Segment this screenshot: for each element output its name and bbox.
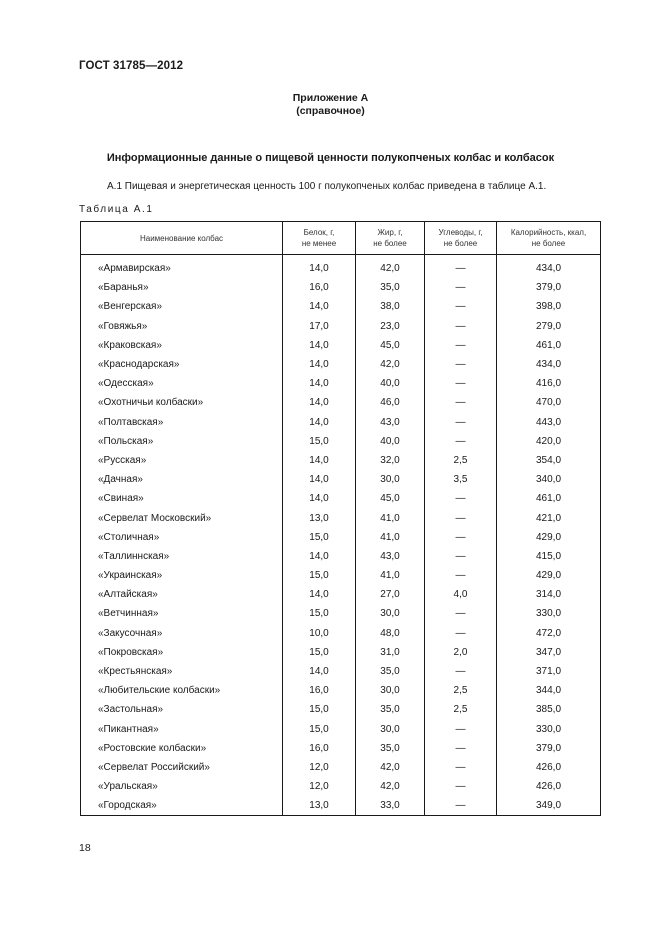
table-row bbox=[81, 470, 601, 489]
cell-calories: 347,0 bbox=[497, 643, 601, 662]
cell-protein: 14,0 bbox=[283, 662, 356, 681]
cell-protein: 14,0 bbox=[283, 489, 356, 508]
cell-name: «Говяжья» bbox=[81, 317, 283, 336]
cell-carbs: — bbox=[425, 758, 497, 777]
cell-calories: 330,0 bbox=[497, 604, 601, 623]
cell-calories: 461,0 bbox=[497, 489, 601, 508]
header-protein bbox=[283, 222, 356, 255]
cell-calories: 426,0 bbox=[497, 758, 601, 777]
cell-name: «Сервелат Московский» bbox=[81, 508, 283, 527]
cell-calories: 371,0 bbox=[497, 662, 601, 681]
cell-carbs: — bbox=[425, 604, 497, 623]
cell-protein: 14,0 bbox=[283, 393, 356, 412]
table-row bbox=[81, 432, 601, 451]
cell-calories: 279,0 bbox=[497, 317, 601, 336]
appendix-heading bbox=[0, 92, 661, 118]
header-calories-line2: не более bbox=[531, 239, 566, 248]
cell-carbs: 3,5 bbox=[425, 470, 497, 489]
cell-name: «Городская» bbox=[81, 796, 283, 816]
cell-name: «Баранья» bbox=[81, 278, 283, 297]
cell-fat: 30,0 bbox=[356, 470, 425, 489]
table-row bbox=[81, 528, 601, 547]
table-row bbox=[81, 700, 601, 719]
table-row bbox=[81, 720, 601, 739]
header-carbs-line1: Углеводы, г, bbox=[438, 228, 483, 237]
cell-protein: 14,0 bbox=[283, 470, 356, 489]
cell-carbs: — bbox=[425, 624, 497, 643]
cell-name: «Краковская» bbox=[81, 336, 283, 355]
table-row bbox=[81, 355, 601, 374]
cell-protein: 14,0 bbox=[283, 547, 356, 566]
cell-protein: 15,0 bbox=[283, 700, 356, 719]
table-row bbox=[81, 796, 601, 816]
cell-carbs: — bbox=[425, 547, 497, 566]
cell-carbs: — bbox=[425, 259, 497, 278]
cell-carbs: — bbox=[425, 489, 497, 508]
cell-calories: 349,0 bbox=[497, 796, 601, 816]
cell-name: «Таллиннская» bbox=[81, 547, 283, 566]
cell-fat: 32,0 bbox=[356, 451, 425, 470]
cell-fat: 30,0 bbox=[356, 720, 425, 739]
cell-name: «Уральская» bbox=[81, 777, 283, 796]
cell-name: «Русская» bbox=[81, 451, 283, 470]
cell-carbs: — bbox=[425, 528, 497, 547]
cell-carbs: — bbox=[425, 508, 497, 527]
cell-calories: 379,0 bbox=[497, 739, 601, 758]
cell-name: «Крестьянская» bbox=[81, 662, 283, 681]
cell-protein: 14,0 bbox=[283, 355, 356, 374]
cell-name: «Застольная» bbox=[81, 700, 283, 719]
table-row bbox=[81, 413, 601, 432]
cell-name: «Одесская» bbox=[81, 374, 283, 393]
cell-carbs: — bbox=[425, 777, 497, 796]
cell-fat: 42,0 bbox=[356, 758, 425, 777]
header-protein-line2: не менее bbox=[301, 239, 337, 248]
table-row bbox=[81, 259, 601, 278]
cell-protein: 14,0 bbox=[283, 297, 356, 316]
cell-name: «Краснодарская» bbox=[81, 355, 283, 374]
cell-name: «Любительские колбаски» bbox=[81, 681, 283, 700]
cell-calories: 429,0 bbox=[497, 528, 601, 547]
cell-carbs: — bbox=[425, 432, 497, 451]
table-row bbox=[81, 374, 601, 393]
cell-fat: 35,0 bbox=[356, 739, 425, 758]
cell-carbs: 2,5 bbox=[425, 681, 497, 700]
table-header-row bbox=[81, 222, 601, 255]
intro-paragraph: А.1 Пищевая и энергетическая ценность 100 г полукопченых колбас приведена в таблице А.1. bbox=[107, 181, 547, 192]
cell-fat: 35,0 bbox=[356, 278, 425, 297]
cell-fat: 41,0 bbox=[356, 528, 425, 547]
cell-fat: 23,0 bbox=[356, 317, 425, 336]
table-row bbox=[81, 585, 601, 604]
cell-fat: 38,0 bbox=[356, 297, 425, 316]
table-body bbox=[81, 255, 601, 816]
cell-calories: 385,0 bbox=[497, 700, 601, 719]
cell-name: «Алтайская» bbox=[81, 585, 283, 604]
header-protein-line1: Белок, г, bbox=[303, 228, 335, 237]
cell-fat: 31,0 bbox=[356, 643, 425, 662]
cell-calories: 420,0 bbox=[497, 432, 601, 451]
cell-fat: 30,0 bbox=[356, 681, 425, 700]
cell-calories: 472,0 bbox=[497, 624, 601, 643]
cell-name: «Покровская» bbox=[81, 643, 283, 662]
table-row bbox=[81, 297, 601, 316]
cell-carbs: — bbox=[425, 796, 497, 816]
header-calories-line1: Калорийность, ккал, bbox=[510, 228, 587, 237]
cell-protein: 14,0 bbox=[283, 374, 356, 393]
header-name bbox=[81, 222, 283, 255]
cell-protein: 13,0 bbox=[283, 508, 356, 527]
cell-fat: 33,0 bbox=[356, 796, 425, 816]
appendix-title: Приложение А bbox=[292, 92, 369, 104]
cell-protein: 13,0 bbox=[283, 796, 356, 816]
cell-fat: 42,0 bbox=[356, 259, 425, 278]
cell-protein: 12,0 bbox=[283, 758, 356, 777]
cell-carbs: 2,5 bbox=[425, 451, 497, 470]
cell-protein: 14,0 bbox=[283, 585, 356, 604]
cell-carbs: — bbox=[425, 374, 497, 393]
cell-calories: 434,0 bbox=[497, 355, 601, 374]
cell-calories: 330,0 bbox=[497, 720, 601, 739]
cell-calories: 379,0 bbox=[497, 278, 601, 297]
cell-protein: 14,0 bbox=[283, 451, 356, 470]
cell-protein: 15,0 bbox=[283, 528, 356, 547]
cell-carbs: — bbox=[425, 393, 497, 412]
page-number: 18 bbox=[79, 842, 91, 854]
table-row bbox=[81, 336, 601, 355]
cell-name: «Польская» bbox=[81, 432, 283, 451]
cell-fat: 48,0 bbox=[356, 624, 425, 643]
cell-name: «Сервелат Российский» bbox=[81, 758, 283, 777]
cell-fat: 42,0 bbox=[356, 777, 425, 796]
cell-calories: 426,0 bbox=[497, 777, 601, 796]
table-row bbox=[81, 317, 601, 336]
cell-fat: 45,0 bbox=[356, 336, 425, 355]
cell-protein: 16,0 bbox=[283, 278, 356, 297]
cell-calories: 470,0 bbox=[497, 393, 601, 412]
cell-name: «Полтавская» bbox=[81, 413, 283, 432]
cell-calories: 398,0 bbox=[497, 297, 601, 316]
cell-carbs: — bbox=[425, 297, 497, 316]
cell-carbs: 2,5 bbox=[425, 700, 497, 719]
table-row bbox=[81, 278, 601, 297]
cell-calories: 415,0 bbox=[497, 547, 601, 566]
table-row bbox=[81, 566, 601, 585]
cell-name: «Ростовские колбаски» bbox=[81, 739, 283, 758]
cell-protein: 16,0 bbox=[283, 739, 356, 758]
cell-carbs: — bbox=[425, 739, 497, 758]
cell-protein: 16,0 bbox=[283, 681, 356, 700]
cell-name: «Свиная» bbox=[81, 489, 283, 508]
cell-name: «Столичная» bbox=[81, 528, 283, 547]
cell-fat: 35,0 bbox=[356, 662, 425, 681]
table-row bbox=[81, 662, 601, 681]
cell-protein: 10,0 bbox=[283, 624, 356, 643]
header-fat-line2: не более bbox=[373, 239, 407, 248]
cell-protein: 15,0 bbox=[283, 604, 356, 623]
cell-calories: 429,0 bbox=[497, 566, 601, 585]
cell-calories: 314,0 bbox=[497, 585, 601, 604]
cell-fat: 27,0 bbox=[356, 585, 425, 604]
cell-calories: 434,0 bbox=[497, 259, 601, 278]
cell-protein: 14,0 bbox=[283, 413, 356, 432]
cell-name: «Пикантная» bbox=[81, 720, 283, 739]
cell-carbs: — bbox=[425, 278, 497, 297]
cell-fat: 30,0 bbox=[356, 604, 425, 623]
cell-calories: 416,0 bbox=[497, 374, 601, 393]
table-row bbox=[81, 681, 601, 700]
cell-fat: 41,0 bbox=[356, 508, 425, 527]
cell-calories: 443,0 bbox=[497, 413, 601, 432]
cell-protein: 17,0 bbox=[283, 317, 356, 336]
table-caption: Таблица А.1 bbox=[79, 204, 154, 215]
cell-name: «Ветчинная» bbox=[81, 604, 283, 623]
table-row bbox=[81, 489, 601, 508]
section-title: Информационные данные о пищевой ценности полукопченых колбас и колбасок bbox=[106, 152, 555, 164]
cell-carbs: — bbox=[425, 413, 497, 432]
cell-calories: 461,0 bbox=[497, 336, 601, 355]
cell-fat: 46,0 bbox=[356, 393, 425, 412]
table-row bbox=[81, 508, 601, 527]
cell-calories: 421,0 bbox=[497, 508, 601, 527]
cell-fat: 35,0 bbox=[356, 700, 425, 719]
cell-fat: 42,0 bbox=[356, 355, 425, 374]
table-row bbox=[81, 604, 601, 623]
table-row bbox=[81, 624, 601, 643]
cell-name: «Закусочная» bbox=[81, 624, 283, 643]
cell-fat: 45,0 bbox=[356, 489, 425, 508]
header-carbs bbox=[425, 222, 497, 255]
cell-carbs: — bbox=[425, 720, 497, 739]
nutrition-table bbox=[80, 221, 601, 816]
table-row bbox=[81, 777, 601, 796]
table-row bbox=[81, 547, 601, 566]
header-name-label: Наименование колбас bbox=[139, 233, 224, 243]
cell-fat: 43,0 bbox=[356, 547, 425, 566]
table-row bbox=[81, 393, 601, 412]
cell-carbs: — bbox=[425, 662, 497, 681]
header-calories bbox=[497, 222, 601, 255]
table-row bbox=[81, 451, 601, 470]
header-fat bbox=[356, 222, 425, 255]
header-carbs-line2: не более bbox=[443, 239, 478, 248]
cell-protein: 14,0 bbox=[283, 336, 356, 355]
cell-protein: 14,0 bbox=[283, 259, 356, 278]
cell-name: «Охотничьи колбаски» bbox=[81, 393, 283, 412]
cell-name: «Украинская» bbox=[81, 566, 283, 585]
cell-calories: 354,0 bbox=[497, 451, 601, 470]
document-header: ГОСТ 31785—2012 bbox=[79, 60, 184, 72]
table-row bbox=[81, 739, 601, 758]
table-row bbox=[81, 758, 601, 777]
cell-carbs: — bbox=[425, 317, 497, 336]
cell-fat: 40,0 bbox=[356, 432, 425, 451]
cell-carbs: 2,0 bbox=[425, 643, 497, 662]
cell-fat: 43,0 bbox=[356, 413, 425, 432]
header-fat-line1: Жир, г, bbox=[377, 228, 403, 237]
cell-protein: 15,0 bbox=[283, 566, 356, 585]
cell-carbs: — bbox=[425, 355, 497, 374]
cell-fat: 40,0 bbox=[356, 374, 425, 393]
cell-name: «Венгерская» bbox=[81, 297, 283, 316]
cell-carbs: — bbox=[425, 336, 497, 355]
cell-calories: 340,0 bbox=[497, 470, 601, 489]
table-row bbox=[81, 643, 601, 662]
cell-calories: 344,0 bbox=[497, 681, 601, 700]
cell-protein: 15,0 bbox=[283, 720, 356, 739]
cell-protein: 15,0 bbox=[283, 643, 356, 662]
cell-carbs: 4,0 bbox=[425, 585, 497, 604]
cell-name: «Армавирская» bbox=[81, 259, 283, 278]
cell-fat: 41,0 bbox=[356, 566, 425, 585]
cell-protein: 15,0 bbox=[283, 432, 356, 451]
appendix-subtitle: (справочное) bbox=[296, 105, 365, 117]
cell-protein: 12,0 bbox=[283, 777, 356, 796]
cell-carbs: — bbox=[425, 566, 497, 585]
cell-name: «Дачная» bbox=[81, 470, 283, 489]
